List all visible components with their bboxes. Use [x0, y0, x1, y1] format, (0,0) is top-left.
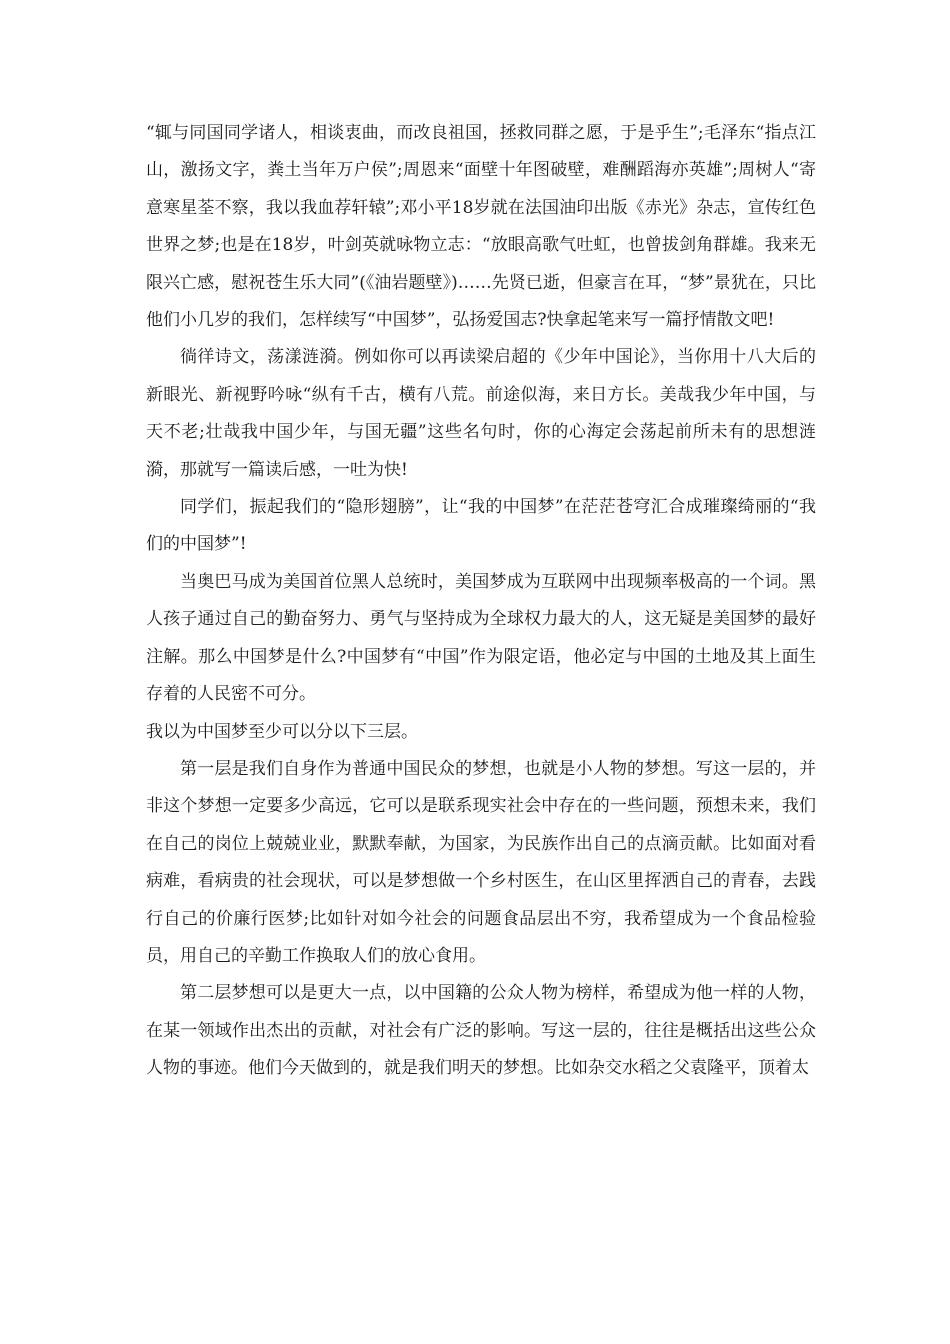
paragraph-poetry-reading: 徜徉诗文，荡漾涟漪。例如你可以再读梁启超的《少年中国论》，当你用十八大后的新眼光、新视野吟咏“纵有千古，横有八荒。前途似海，来日方长。美哉我少年中国，与天不老;壮哉我中国少年，与国无疆”这些名句时，你的心海定会荡起前所未有的思想涟漪，那就写一篇读后感，一吐为快!: [146, 347, 816, 480]
paragraph-second-layer: 第二层梦想可以是更大一点，以中国籍的公众人物为榜样，希望成为他一样的人物，在某一领域作出杰出的贡献，对社会有广泛的影响。写这一层的，往往是概括出这些公众人物的事迹。他们今天做到的，就是我们明天的梦想。比如杂交水稻之父袁隆平，顶着太: [146, 983, 816, 1079]
document-body: [146, 115, 816, 1088]
paragraph-three-layers: 我以为中国梦至少可以分以下三层。: [146, 721, 418, 742]
paragraph-forerunners-dreams: “辄与同国同学诸人，相谈衷曲，而改良祖国，拯救同群之愿，于是乎生”;毛泽东“指点江山，激扬文字，粪土当年万户侯”;周恩来“面壁十年图破壁，难酬蹈海亦英雄”;周树人“寄意寒星荃不察，我以我血荐轩辕”;邓小平18岁就在法国油印出版《赤光》杂志，宣传红色世界之梦;也是在18岁，叶剑英就咏物立志：“放眼高歌气吐虹，也曾拔剑角群雄。我来无限兴亡感，慰祝苍生乐大同”(《油岩题壁》)……先贤已逝，但豪言在耳，“梦”景犹在，只比他们小几岁的我们，怎样续写“中国梦”，弘扬爱国志?快拿起笔来写一篇抒情散文吧!: [146, 123, 816, 331]
paragraph-first-layer: 第一层是我们自身作为普通中国民众的梦想，也就是小人物的梦想。写这一层的，并非这个梦想一定要多少高远，它可以是联系现实社会中存在的一些问题，预想未来，我们在自己的岗位上兢兢业业，默默奉献，为国家，为民族作出自己的点滴贡献。比如面对看病难，看病贵的社会现状，可以是梦想做一个乡村医生，在山区里挥洒自己的青春，去践行自己的价廉行医梦;比如针对如今社会的问题食品层出不穷，我希望成为一个食品检验员，用自己的辛勤工作换取人们的放心食用。: [146, 758, 816, 966]
paragraph-american-dream: 当奥巴马成为美国首位黑人总统时，美国梦成为互联网中出现频率极高的一个词。黑人孩子通过自己的勤奋努力、勇气与坚持成为全球权力最大的人，这无疑是美国梦的最好注解。那么中国梦是什么?中国梦有“中国”作为限定语，他必定与中国的土地及其上面生存着的人民密不可分。: [146, 571, 816, 705]
paragraph-invisible-wings: 同学们，振起我们的“隐形翅膀”，让“我的中国梦”在茫茫苍穹汇合成璀璨绮丽的“我们的中国梦”!: [146, 497, 816, 555]
